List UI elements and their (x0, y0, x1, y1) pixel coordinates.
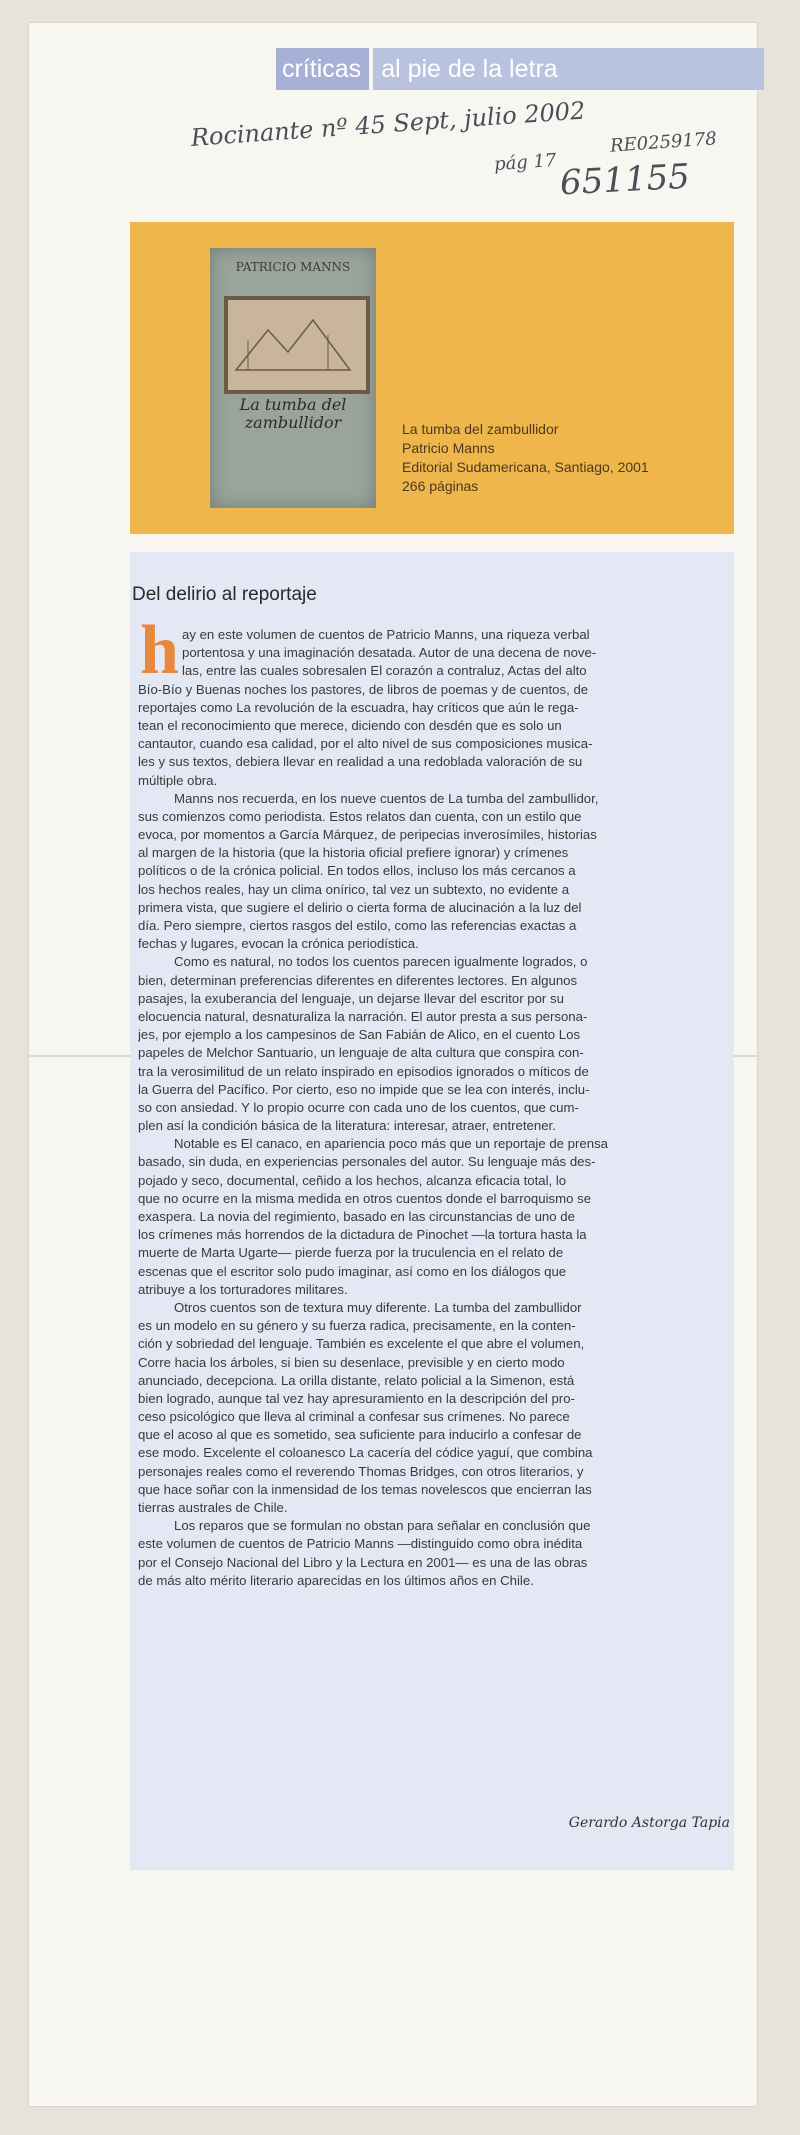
article-line: tra la verosimilitud de un relato inspirado en episodios ignorados o míticos de (138, 1063, 589, 1079)
article-line: primera vista, que sugiere el delirio o cierta forma de alucinación a la luz del (138, 899, 582, 915)
handwritten-page: pág 17 (493, 149, 558, 176)
article-line: Notable es El canaco, en apariencia poco más que un reportaje de prensa (174, 1136, 609, 1152)
article-line: so con ansiedad. Y lo propio ocurre con cada uno de los cuentos, que cum- (138, 1099, 579, 1115)
book-cover (210, 248, 376, 508)
book-title: La tumba del zambullidor (402, 421, 559, 437)
handwritten-code: RE0259178 (609, 128, 718, 157)
article-line: políticos o de la crónica policial. En todos ellos, incluso los más cercanos a (138, 863, 576, 879)
article-line: elocuencia natural, desnaturaliza la narración. El autor presta a sus persona- (138, 1008, 588, 1024)
article-line: les y sus textos, debiera llevar en realidad a una redoblada valoración de su (138, 754, 583, 770)
article-line: los crímenes más horrendos de la dictadura de Pinochet —la tortura hasta la (138, 1227, 587, 1243)
article-line: pojado y seco, documental, ceñido a los hechos, alcanza eficacia total, lo (138, 1172, 567, 1188)
article-line: bien logrado, aunque tal vez hay apresuramiento en la descripción del pro- (138, 1390, 575, 1406)
article-line: que hace soñar con la inmensidad de los temas novelescos que encierran las (138, 1481, 592, 1497)
article-line: tierras australes de Chile. (138, 1500, 288, 1515)
article-line: día. Pero siempre, ciertos rasgos del estilo, como las referencias exactas a (138, 918, 577, 933)
article-headline: Del delirio al reportaje (132, 584, 317, 605)
article-line: Como es natural, no todos los cuentos parecen igualmente logrados, o (174, 954, 588, 970)
article-line: jes, por ejemplo a los campesinos de San Fabián de Alico, en el cuento Los (138, 1027, 581, 1043)
cover-illustration (224, 296, 370, 394)
article-body (138, 626, 724, 1590)
cover-author: PATRICIO MANNS (235, 260, 351, 274)
drop-cap: h (140, 612, 179, 689)
article-line: por el Consejo Nacional del Libro y la Lectura en 2001— es una de las obras (138, 1554, 588, 1570)
subsection-label: al pie de la letra (381, 55, 558, 83)
article-line: Corre hacia los árboles, si bien su desenlace, previsible y en cierto modo (138, 1354, 565, 1370)
cover-title: La tumba del zambullidor (239, 395, 347, 432)
article-line: atribuye a los torturadores militares. (138, 1281, 348, 1297)
author-signature: Gerardo Astorga Tapia (568, 1815, 730, 1831)
article-line: Los reparos que se formulan no obstan para señalar en conclusión que (174, 1518, 591, 1534)
article-line: sus comienzos como periodista. Estos relatos dan cuenta, con un estilo que (138, 808, 582, 824)
article-line: que no ocurre en la misma medida en otros cuentos donde el barroquismo se (138, 1190, 592, 1206)
article-line: de más alto mérito literario aparecidas en los últimos años en Chile. (138, 1572, 534, 1588)
book-details (402, 420, 722, 496)
article-line: exaspera. La novia del regimiento, basado en las circunstancias de uno de (138, 1209, 575, 1224)
article-line: pasajes, la exuberancia del lenguaje, un dejarse llevar del escritor por su (138, 990, 564, 1006)
article-line: ceso psicológico que lleva al criminal a confesar sus crímenes. No parece (138, 1409, 570, 1425)
article-line: tean el reconocimiento que merece, diciendo con desdén que es solo un (138, 717, 562, 733)
article-line: las, entre las cuales sobresalen El corazón a contraluz, Actas del alto (182, 663, 587, 679)
article-line: Bío-Bío y Buenas noches los pastores, de libros de poemas y de cuentos, de (138, 681, 589, 697)
book-pages: 266 páginas (402, 478, 479, 494)
article-line: papeles de Melchor Santuario, un lenguaje de alta cultura que conspira con- (138, 1045, 584, 1061)
handwritten-reference: Rocinante nº 45 Sept, julio 2002 (190, 96, 587, 152)
article-line: múltiple obra. (138, 772, 218, 788)
article-line: ay en este volumen de cuentos de Patricio Manns, una riqueza verbal (182, 627, 590, 642)
section-label: críticas (276, 48, 369, 90)
article-line: plen así la condición básica de la literatura: interesar, atraer, entretener. (138, 1118, 556, 1134)
article-line: muerte de Marta Ugarte— pierde fuerza por la truculencia en el relato de (138, 1245, 564, 1261)
article-line: reportajes como La revolución de la escuadra, hay críticos que aún le rega- (138, 699, 579, 715)
article-line: al margen de la historia (que la historia oficial prefiere ignorar) y crímenes (138, 845, 569, 861)
article-line: anunciado, decepciona. La orilla distante, relato policial a la Simenon, está (138, 1372, 575, 1388)
section-header (276, 48, 764, 90)
article-line: ción y sobriedad del lenguaje. También es excelente el que abre el volumen, (138, 1336, 585, 1352)
article-line: fechas y lugares, evocan la crónica periodística. (138, 936, 419, 952)
article-line: este volumen de cuentos de Patricio Manns —distinguido como obra inédita (138, 1536, 583, 1552)
article-line: escenas que el escritor solo pudo imaginar, así como en los diálogos que (138, 1263, 567, 1279)
book-author: Patricio Manns (402, 440, 495, 456)
article-line: evoca, por momentos a García Márquez, de peripecias inverosímiles, historias (138, 827, 597, 843)
article-line: Otros cuentos son de textura muy diferente. La tumba del zambullidor (174, 1299, 582, 1315)
article-line: portentosa y una imaginación desatada. Autor de una decena de nove- (182, 645, 597, 661)
book-publisher: Editorial Sudamericana, Santiago, 2001 (402, 459, 649, 475)
article-line: que el acoso al que es sometido, sea suficiente para inducirlo a confesar de (138, 1427, 582, 1443)
article-line: cantautor, cuando esa calidad, por el alto nivel de sus composiciones musica- (138, 736, 593, 752)
article-line: Manns nos recuerda, en los nueve cuentos de La tumba del zambullidor, (174, 790, 599, 806)
article-line: personajes reales como el reverendo Thomas Bridges, con otros literarios, y (138, 1463, 584, 1479)
article-line: basado, sin duda, en experiencias personales del autor. Su lenguaje más des- (138, 1154, 596, 1170)
handwritten-number: 651155 (559, 156, 691, 204)
article-line: los hechos reales, hay un clima onírico, tal vez un subtexto, no evidente a (138, 881, 570, 897)
article-line: la Guerra del Pacífico. Por cierto, eso no impide que se lea con interés, inclu- (138, 1081, 590, 1097)
article-line: es un modelo en su género y su fuerza radica, precisamente, en la conten- (138, 1318, 576, 1334)
article-line: ese modo. Excelente el coloanesco La cacería del códice yaguí, que combina (138, 1445, 593, 1461)
article-line: bien, determinan preferencias diferentes en diferentes lectores. En algunos (138, 972, 578, 988)
